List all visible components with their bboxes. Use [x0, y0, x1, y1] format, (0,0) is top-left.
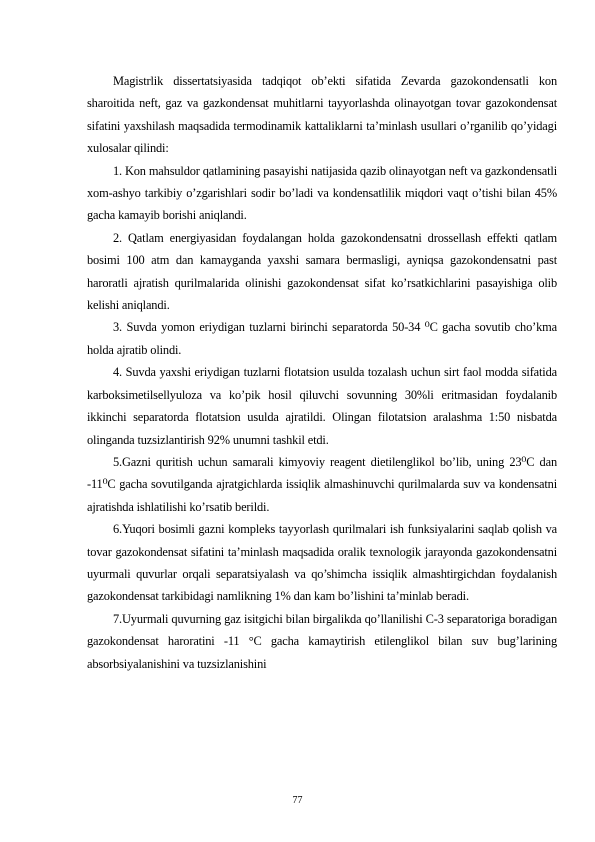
page-number: 77	[292, 795, 303, 806]
paragraph-conclusion-4: 4. Suvda yaxshi eriydigan tuzlarni flotatsion usulda tozalash uchun sirt faol modda sifatida karboksimetilsellyuloza va ko’pik hosil qiluvchi sovunning 30%li eritmasidan foydalanib ikkinchi separatorda flotatsion usulda ajratildi. Olingan filotatsion aralashma 1:50 nisbatda olinganda tuzsizlantirish 92% unumni tashkil etdi.	[87, 365, 557, 447]
paragraph-conclusion-2: 2. Qatlam energiyasidan foydalangan holda gazokondensatni drossellash effekti qatlam bosimi 100 atm dan kamayganda yaxshi samara bermasligi, ayniqsa gazokondensatni past haroratli ajratish qurilmalarida olinishi gazokondensat sifat ko’rsatkichlarini pasayishiga olib kelishi aniqlandi.	[87, 230, 557, 313]
paragraph-conclusion-5: 5.Gazni quritish uchun samarali kimyoviy reagent dietilenglikol bo’lib, uning 23⁰C dan -11⁰C gacha sovutilganda ajratgichlarda issiqlik almashinuvchi qurilmalarda suv va kondensatni ajratishda ishlatilishi ko’rsatib berildi.	[87, 454, 557, 514]
paragraph-conclusion-1: 1. Kon mahsuldor qatlamining pasayishi natijasida qazib olinayotgan neft va gazkondensatli xom-ashyo tarkibiy o’zgarishlari sodir bo’ladi va kondensatlilik miqdori vaqt o’tishi bilan 45% gacha kamayib borishi aniqlandi.	[87, 163, 557, 223]
paragraph-conclusion-6: 6.Yuqori bosimli gazni kompleks tayyorlash qurilmalari ish funksiyalarini saqlab qolish va tovar gazokondensat sifatini ta’minlash maqsadida oralik texnologik jarayonda gazokondensatni uyurmali quvurlar orqali separatsiyalash va qo’shimcha issiqlik almashtirgichdan foydalanish gazokondensat tarkibidagi namlikning 1% dan kam bo’lishini ta’minlab beradi.	[87, 522, 557, 604]
paragraph-conclusion-7: 7.Uyurmali quvurning gaz isitgichi bilan birgalikda qo’llanilishi C-3 separatoriga boradigan gazokondensat haroratini -11 °C gacha kamaytirish etilenglikol bilan suv bug’larining absorbsiyalanishini va tuzsizlanishini	[87, 611, 557, 671]
paragraph-conclusion-3: 3. Suvda yomon eriydigan tuzlarni birinchi separatorda 50-34 ⁰C gacha sovutib cho’kma holda ajratib olindi.	[87, 320, 557, 357]
paragraph-intro: Magistrlik dissertatsiyasida tadqiqot ob’ekti sifatida Zevarda gazokondensatli kon sharoitida neft, gaz va gazkondensat muhitlarni tayyorlashda olinayotgan tovar gazokondensat sifatini yaxshilash maqsadida termodinamik kattaliklarni ta’minlash usullari o’rganilib qo’yidagi xulosalar qilindi:	[87, 74, 557, 156]
document-body	[87, 70, 557, 675]
